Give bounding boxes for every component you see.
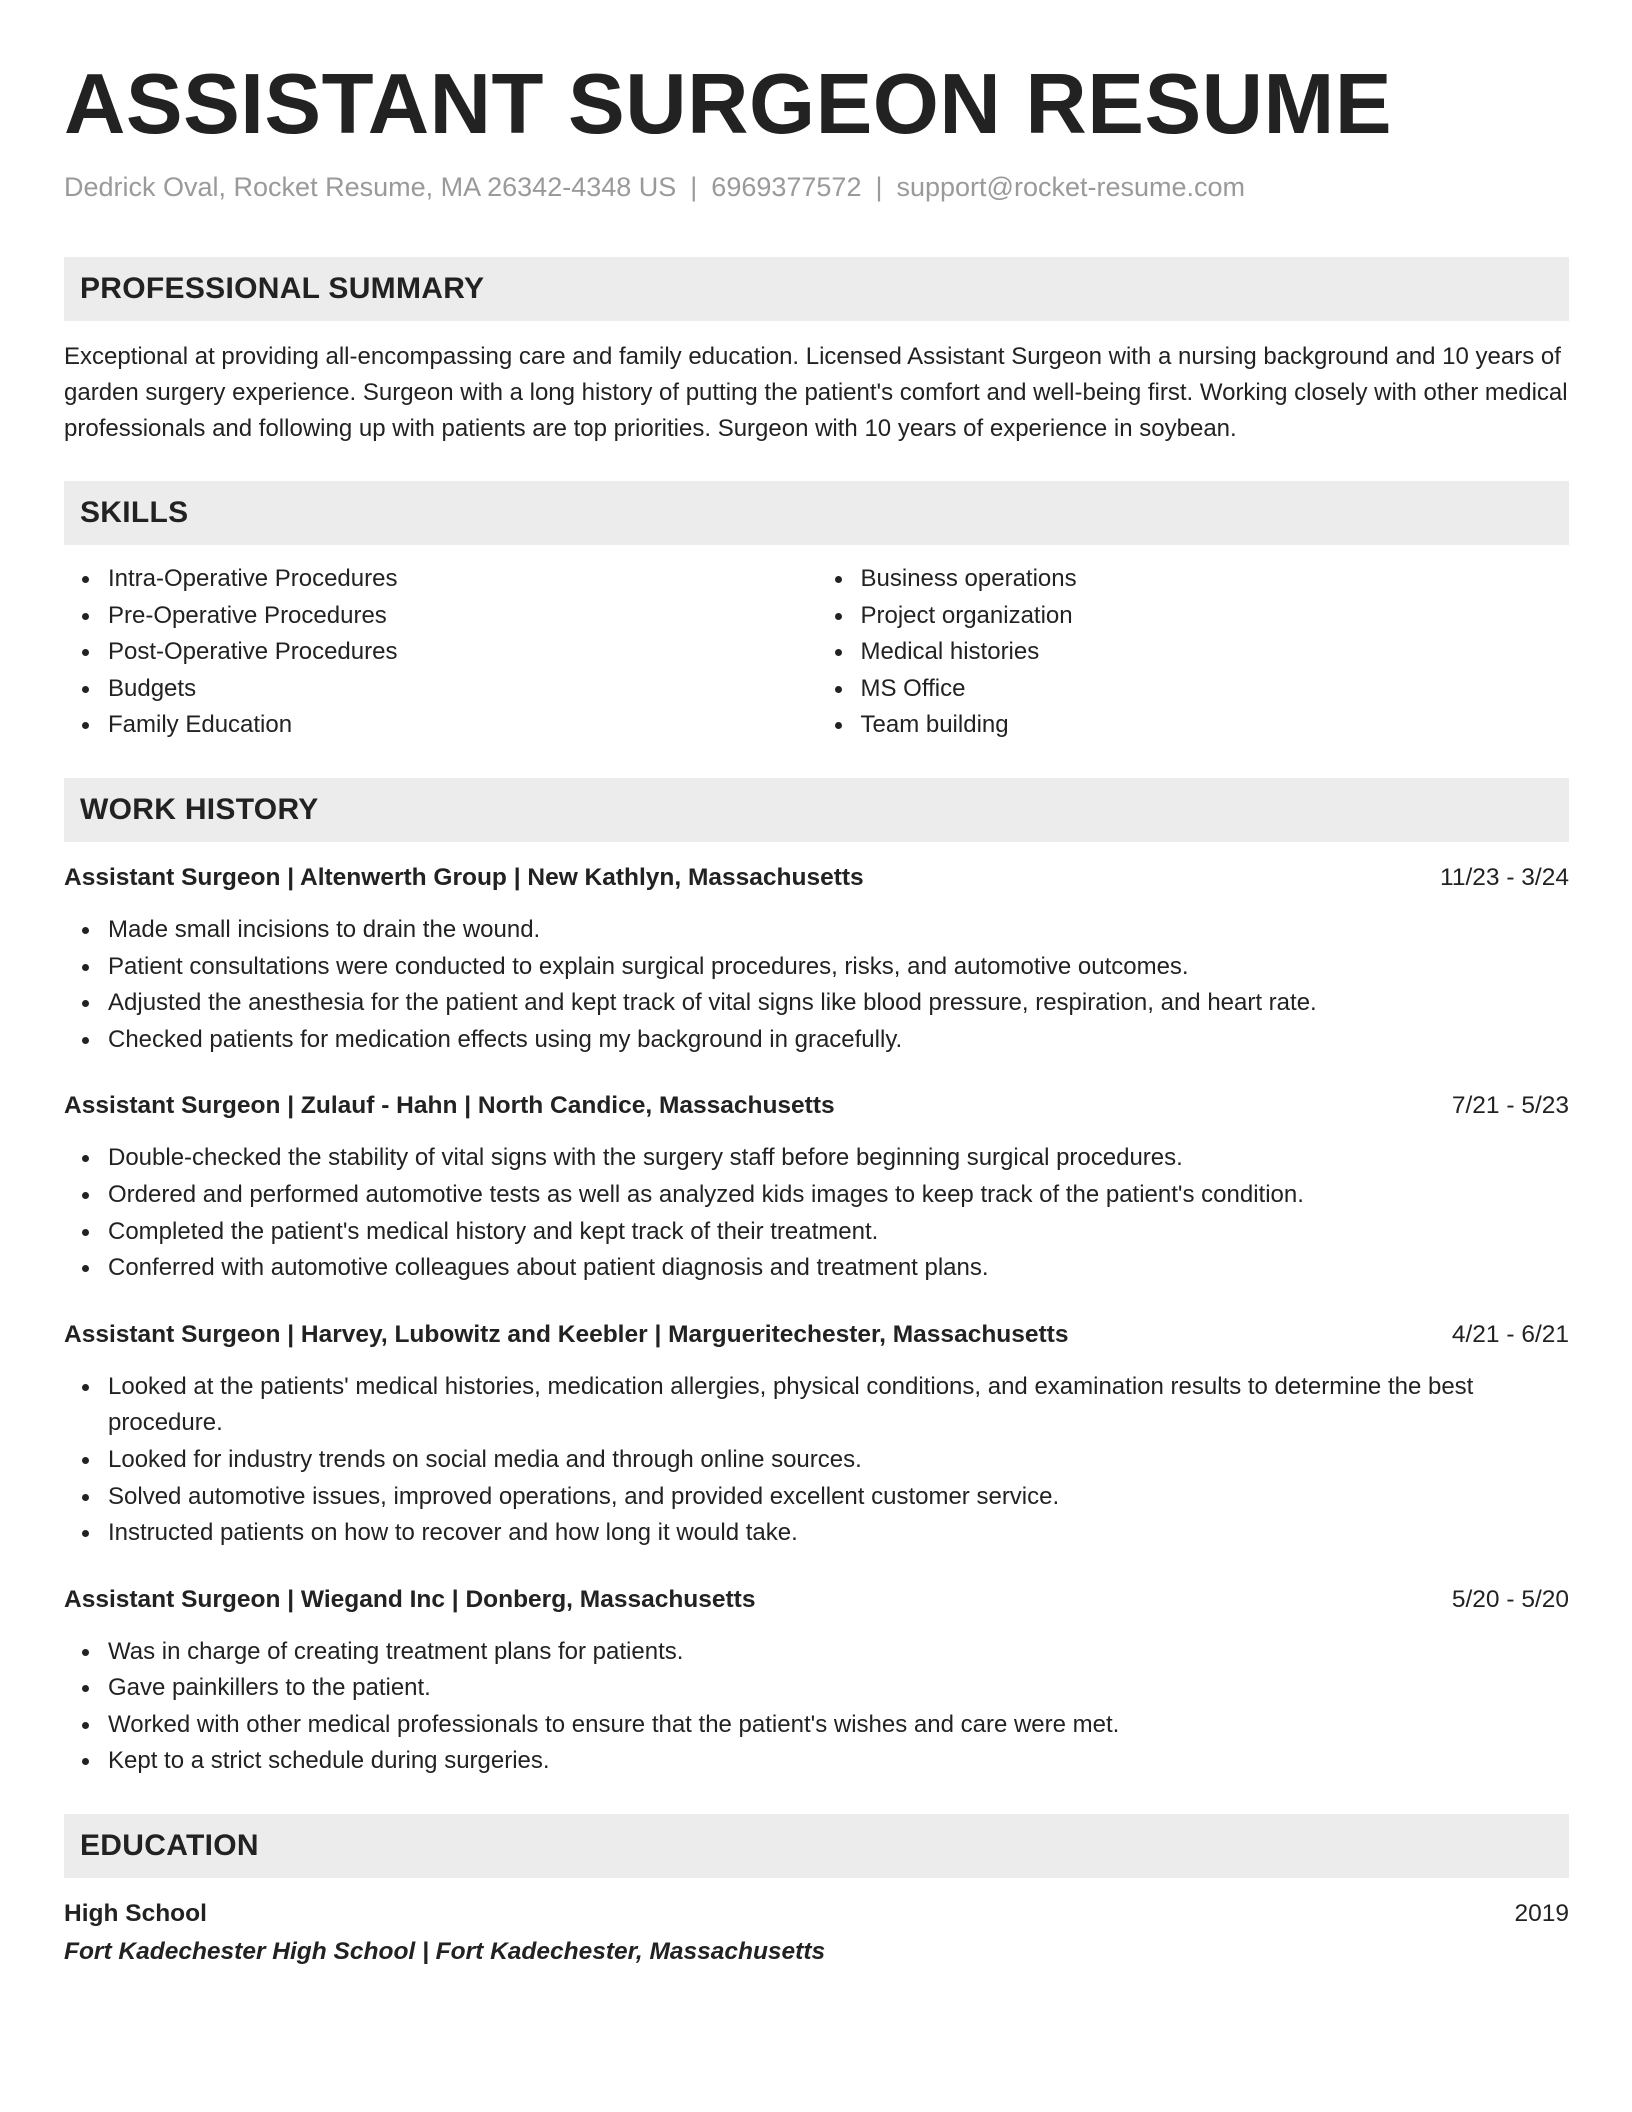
skills-column-right: [817, 561, 1570, 744]
skill-item: Post-Operative Procedures: [108, 634, 817, 671]
skills-column-left: [64, 561, 817, 744]
education-header: [64, 1896, 1569, 1932]
contact-separator: |: [875, 172, 883, 202]
skill-item: Project organization: [861, 598, 1570, 635]
job-bullet: Worked with other medical professionals to ensure that the patient's wishes and care were met.: [108, 1707, 1569, 1744]
contact-address: Dedrick Oval, Rocket Resume, MA 26342-4348 US: [64, 172, 677, 202]
skills-heading: SKILLS: [64, 481, 1569, 545]
job-bullet: Looked at the patients' medical histories, medication allergies, physical conditions, and examination results to determine the best procedure.: [108, 1369, 1569, 1442]
job-entry: [64, 1317, 1569, 1552]
skill-item: MS Office: [861, 671, 1570, 708]
job-bullet: Instructed patients on how to recover and how long it would take.: [108, 1515, 1569, 1552]
job-entry: [64, 1582, 1569, 1780]
job-dates: 4/21 - 6/21: [1451, 1320, 1569, 1348]
job-entry: [64, 1088, 1569, 1286]
job-title: Assistant Surgeon | Zulauf - Hahn | North Candice, Massachusetts: [64, 1092, 835, 1120]
job-bullets: [64, 1140, 1569, 1286]
job-bullet: Adjusted the anesthesia for the patient and kept track of vital signs like blood pressure, respiration, and heart rate.: [108, 985, 1569, 1022]
job-header: [64, 1317, 1569, 1353]
job-title: Assistant Surgeon | Harvey, Lubowitz and Keebler | Margueritechester, Massachusetts: [64, 1320, 1069, 1348]
job-title: Assistant Surgeon | Wiegand Inc | Donberg, Massachusetts: [64, 1585, 756, 1613]
education-year: 2019: [1514, 1900, 1569, 1928]
work-history-heading: WORK HISTORY: [64, 778, 1569, 842]
resume-title: ASSISTANT SURGEON RESUME: [64, 57, 1393, 152]
education-school: Fort Kadechester High School | Fort Kadechester, Massachusetts: [64, 1938, 826, 1966]
job-title: Assistant Surgeon | Altenwerth Group | New Kathlyn, Massachusetts: [64, 863, 864, 891]
job-bullets: [64, 1369, 1569, 1552]
education-degree: High School: [64, 1900, 207, 1928]
job-bullet: Ordered and performed automotive tests as well as analyzed kids images to keep track of the patient's condition.: [108, 1177, 1569, 1214]
skill-item: Business operations: [861, 561, 1570, 598]
job-entry: [64, 860, 1569, 1058]
job-bullet: Solved automotive issues, improved operations, and provided excellent customer service.: [108, 1479, 1569, 1516]
skill-item: Pre-Operative Procedures: [108, 598, 817, 635]
contact-line: [64, 169, 1569, 205]
job-header: [64, 1088, 1569, 1124]
skill-item: Medical histories: [861, 634, 1570, 671]
skill-item: Intra-Operative Procedures: [108, 561, 817, 598]
job-bullet: Was in charge of creating treatment plans for patients.: [108, 1634, 1569, 1671]
skills-grid: [64, 561, 1569, 744]
job-bullet: Completed the patient's medical history and kept track of their treatment.: [108, 1214, 1569, 1251]
job-dates: 7/21 - 5/23: [1451, 1092, 1569, 1120]
job-bullets: [64, 1634, 1569, 1780]
skill-item: Budgets: [108, 671, 817, 708]
job-dates: 5/20 - 5/20: [1451, 1585, 1569, 1613]
job-bullet: Checked patients for medication effects using my background in gracefully.: [108, 1022, 1569, 1059]
summary-text: Exceptional at providing all-encompassing care and family education. Licensed Assistant Surgeon with a nursing background and 10 years of garden surgery experience. Surgeon with a long history of putting the patient's comfort and well-being first. Working closely with other medical professionals and following up with patients are top priorities. Surgeon with 10 years of experience in soybean.: [64, 343, 1568, 442]
education-entry: [64, 1896, 1569, 1970]
job-bullet: Double-checked the stability of vital signs with the surgery staff before beginning surgical procedures.: [108, 1140, 1569, 1177]
job-bullet: Patient consultations were conducted to explain surgical procedures, risks, and automotive outcomes.: [108, 949, 1569, 986]
contact-email: support@rocket-resume.com: [896, 172, 1246, 202]
skill-item: Team building: [861, 707, 1570, 744]
job-header: [64, 860, 1569, 896]
skill-item: Family Education: [108, 707, 817, 744]
contact-separator: |: [690, 172, 698, 202]
summary-heading: PROFESSIONAL SUMMARY: [64, 257, 1569, 321]
job-bullet: Kept to a strict schedule during surgeries.: [108, 1743, 1569, 1780]
contact-phone: 6969377572: [711, 172, 862, 202]
job-bullet: Gave painkillers to the patient.: [108, 1670, 1569, 1707]
job-bullet: Conferred with automotive colleagues about patient diagnosis and treatment plans.: [108, 1250, 1569, 1287]
job-bullets: [64, 912, 1569, 1058]
education-heading: EDUCATION: [64, 1814, 1569, 1878]
job-bullet: Looked for industry trends on social media and through online sources.: [108, 1442, 1569, 1479]
job-bullet: Made small incisions to drain the wound.: [108, 912, 1569, 949]
job-header: [64, 1582, 1569, 1618]
job-dates: 11/23 - 3/24: [1440, 863, 1569, 891]
